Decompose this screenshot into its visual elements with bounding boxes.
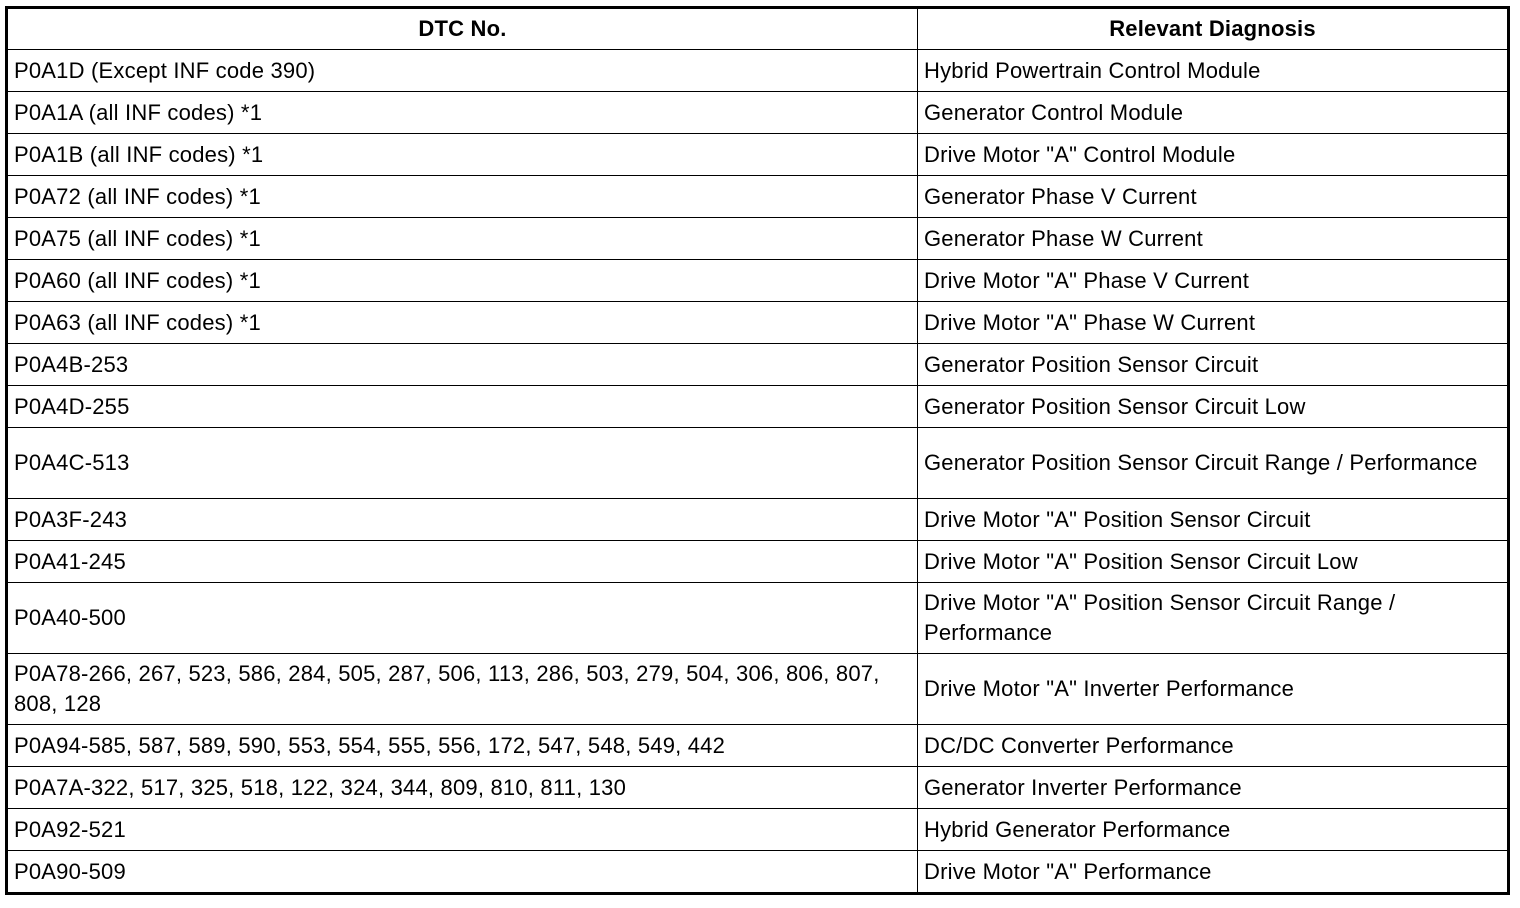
diagnosis-cell: Generator Position Sensor Circuit [918, 344, 1509, 386]
diagnosis-cell: Drive Motor "A" Position Sensor Circuit Range / Performance [918, 583, 1509, 654]
table-row [7, 302, 1509, 344]
table-row [7, 809, 1509, 851]
dtc-cell: P0A94-585, 587, 589, 590, 553, 554, 555, 556, 172, 547, 548, 549, 442 [7, 725, 918, 767]
dtc-cell: P0A72 (all INF codes) *1 [7, 176, 918, 218]
dtc-cell: P0A4B-253 [7, 344, 918, 386]
dtc-cell: P0A1B (all INF codes) *1 [7, 134, 918, 176]
dtc-cell: P0A4D-255 [7, 386, 918, 428]
dtc-cell: P0A4C-513 [7, 428, 918, 499]
diagnosis-cell: Drive Motor "A" Inverter Performance [918, 654, 1509, 725]
header-row [7, 8, 1509, 50]
dtc-cell: P0A3F-243 [7, 499, 918, 541]
dtc-cell: P0A40-500 [7, 583, 918, 654]
dtc-cell: P0A1A (all INF codes) *1 [7, 92, 918, 134]
diagnosis-cell: Generator Inverter Performance [918, 767, 1509, 809]
table-row [7, 499, 1509, 541]
table-row [7, 428, 1509, 499]
dtc-cell: P0A60 (all INF codes) *1 [7, 260, 918, 302]
header-relevant-diagnosis: Relevant Diagnosis [918, 8, 1509, 50]
header-dtc-no: DTC No. [7, 8, 918, 50]
table-row [7, 260, 1509, 302]
dtc-cell: P0A90-509 [7, 851, 918, 894]
table-row [7, 767, 1509, 809]
dtc-cell: P0A7A-322, 517, 325, 518, 122, 324, 344, 809, 810, 811, 130 [7, 767, 918, 809]
table-row [7, 851, 1509, 894]
table-row [7, 50, 1509, 92]
dtc-table-container [5, 6, 1507, 895]
diagnosis-cell: Generator Position Sensor Circuit Low [918, 386, 1509, 428]
diagnosis-cell: Generator Phase W Current [918, 218, 1509, 260]
dtc-cell: P0A92-521 [7, 809, 918, 851]
diagnosis-cell: Drive Motor "A" Control Module [918, 134, 1509, 176]
dtc-cell: P0A41-245 [7, 541, 918, 583]
table-row [7, 92, 1509, 134]
dtc-cell: P0A75 (all INF codes) *1 [7, 218, 918, 260]
diagnosis-cell: Hybrid Powertrain Control Module [918, 50, 1509, 92]
diagnosis-cell: Hybrid Generator Performance [918, 809, 1509, 851]
diagnosis-cell: Drive Motor "A" Phase V Current [918, 260, 1509, 302]
table-row [7, 344, 1509, 386]
diagnosis-cell: Generator Phase V Current [918, 176, 1509, 218]
dtc-cell: P0A78-266, 267, 523, 586, 284, 505, 287, 506, 113, 286, 503, 279, 504, 306, 806, 807, 808, 128 [7, 654, 918, 725]
diagnosis-cell: Drive Motor "A" Performance [918, 851, 1509, 894]
table-row [7, 541, 1509, 583]
table-row [7, 134, 1509, 176]
diagnosis-cell: Drive Motor "A" Phase W Current [918, 302, 1509, 344]
table-row [7, 176, 1509, 218]
dtc-cell: P0A1D (Except INF code 390) [7, 50, 918, 92]
diagnosis-cell: Generator Position Sensor Circuit Range / Performance [918, 428, 1509, 499]
table-row [7, 386, 1509, 428]
diagnosis-cell: Generator Control Module [918, 92, 1509, 134]
diagnosis-cell: Drive Motor "A" Position Sensor Circuit Low [918, 541, 1509, 583]
diagnosis-cell: DC/DC Converter Performance [918, 725, 1509, 767]
table-row [7, 725, 1509, 767]
table-row [7, 654, 1509, 725]
diagnosis-cell: Drive Motor "A" Position Sensor Circuit [918, 499, 1509, 541]
table-row [7, 218, 1509, 260]
dtc-table [5, 6, 1510, 895]
table-row [7, 583, 1509, 654]
dtc-cell: P0A63 (all INF codes) *1 [7, 302, 918, 344]
